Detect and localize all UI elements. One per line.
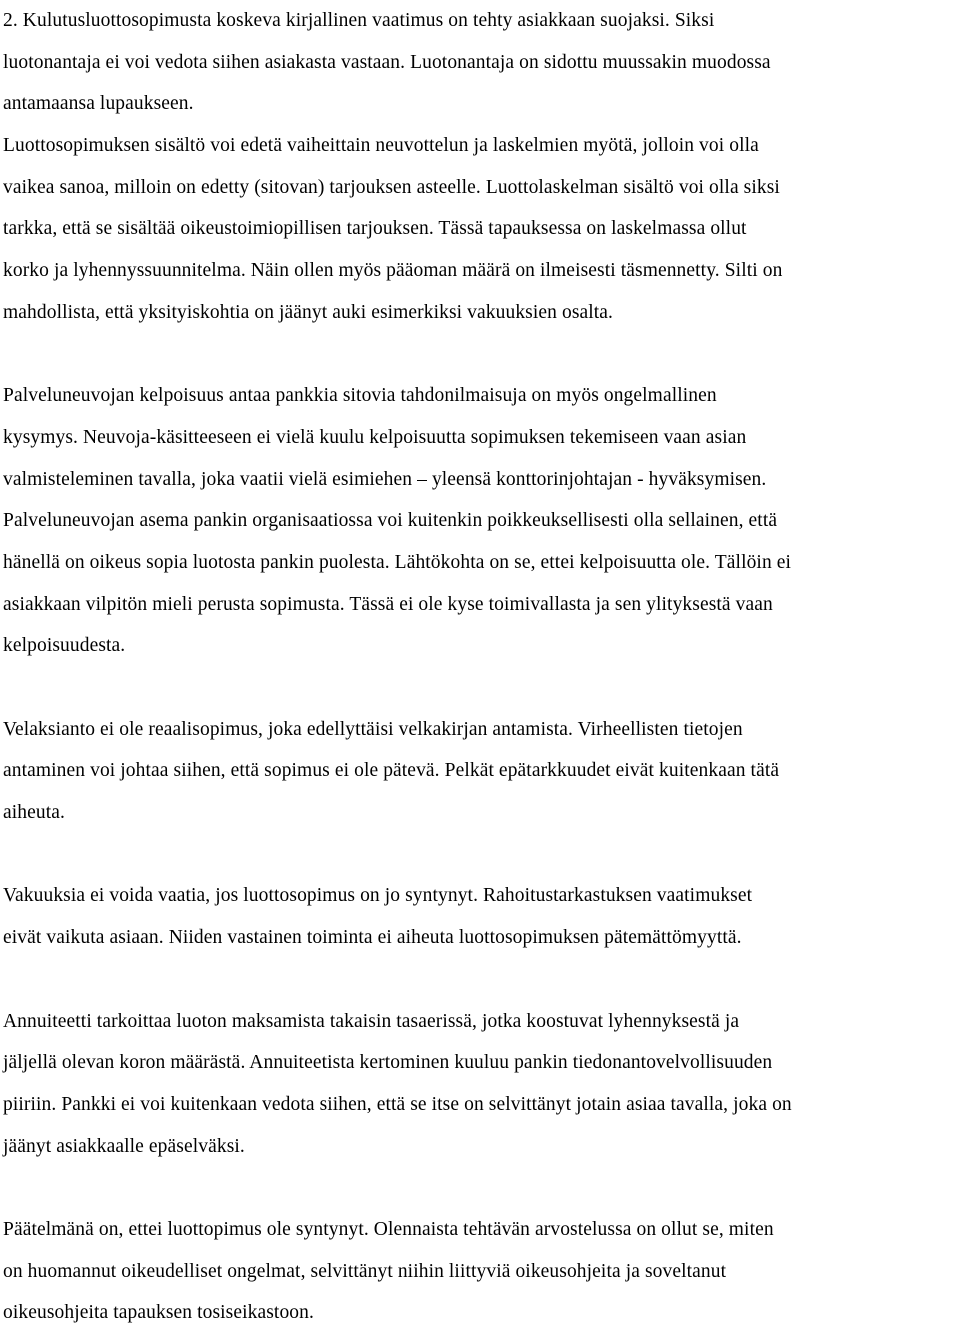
paragraph-2 (3, 125, 958, 333)
text-line: aiheuta. (3, 802, 65, 824)
text-line: Luottosopimuksen sisältö voi edetä vaiheittain neuvottelun ja laskelmien myötä, jolloin voi olla (3, 135, 759, 157)
text-line: hänellä on oikeus sopia luotosta pankin puolesta. Lähtökohta on se, ettei kelpoisuutta ole. Tällöin ei (3, 551, 792, 573)
paragraph-1 (3, 0, 958, 125)
paragraph-spacer (3, 334, 958, 376)
text-line: oikeusohjeita tapauksen tosiseikastoon. (3, 1302, 314, 1324)
paragraph-7 (3, 1209, 958, 1334)
text-line: antaminen voi johtaa siihen, että sopimus ei ole pätevä. Pelkät epätarkkuudet eivät kuitenkaan tätä (3, 760, 780, 782)
text-line: Vakuuksia ei voida vaatia, jos luottosopimus on jo syntynyt. Rahoitustarkastuksen vaatimukset (3, 885, 753, 907)
text-line: piiriin. Pankki ei voi kuitenkaan vedota siihen, että se itse on selvittänyt jotain asiaa tavalla, joka on (3, 1093, 792, 1115)
text-line: korko ja lyhennyssuunnitelma. Näin ollen myös pääoman määrä on ilmeisesti täsmennetty. Silti on (3, 260, 783, 282)
text-line: jäänyt asiakkaalle epäselväksi. (3, 1135, 245, 1157)
text-line: asiakkaan vilpitön mieli perusta sopimusta. Tässä ei ole kyse toimivallasta ja sen ylityksestä vaan (3, 593, 773, 615)
paragraph-spacer (3, 959, 958, 1001)
paragraph-spacer (3, 667, 958, 709)
text-line: Annuiteetti tarkoittaa luoton maksamista takaisin tasaerissä, jotka koostuvat lyhennyksestä ja (3, 1010, 740, 1032)
text-line: jäljellä olevan koron määrästä. Annuiteetista kertominen kuuluu pankin tiedonantovelvollisuuden (3, 1052, 773, 1074)
text-line: kysymys. Neuvoja-käsitteeseen ei vielä kuulu kelpoisuutta sopimuksen tekemiseen vaan asian (3, 426, 747, 448)
text-line: Velaksianto ei ole reaalisopimus, joka edellyttäisi velkakirjan antamista. Virheellisten tietojen (3, 718, 743, 740)
text-line: Palveluneuvojan asema pankin organisaatiossa voi kuitenkin poikkeuksellisesti olla sellainen, että (3, 510, 778, 532)
text-line: luotonantaja ei voi vedota siihen asiakasta vastaan. Luotonantaja on sidottu muussakin muodossa (3, 51, 771, 73)
paragraph-5 (3, 875, 958, 958)
paragraph-spacer (3, 1167, 958, 1209)
text-line: antamaansa lupaukseen. (3, 93, 194, 115)
text-line: kelpoisuudesta. (3, 635, 126, 657)
text-line: vaikea sanoa, milloin on edetty (sitovan) tarjouksen asteelle. Luottolaskelman sisältö voi olla siksi (3, 176, 780, 198)
text-line: tarkka, että se sisältää oikeustoimiopillisen tarjouksen. Tässä tapauksessa on laskelmassa ollut (3, 218, 747, 240)
paragraph-4 (3, 709, 958, 834)
text-line: Palveluneuvojan kelpoisuus antaa pankkia sitovia tahdonilmaisuja on myös ongelmallinen (3, 385, 717, 407)
paragraph-3 (3, 375, 958, 667)
text-line: eivät vaikuta asiaan. Niiden vastainen toiminta ei aiheuta luottosopimuksen pätemättömyyttä. (3, 927, 742, 949)
text-line: valmisteleminen tavalla, joka vaatii vielä esimiehen – yleensä konttorinjohtajan - hyväksymisen. (3, 468, 767, 490)
paragraph-spacer (3, 834, 958, 876)
text-line: on huomannut oikeudelliset ongelmat, selvittänyt niihin liittyviä oikeusohjeita ja soveltanut (3, 1260, 727, 1282)
text-line: 2. Kulutusluottosopimusta koskeva kirjallinen vaatimus on tehty asiakkaan suojaksi. Siksi (3, 10, 715, 31)
document-page (3, 0, 958, 1334)
text-line: Päätelmänä on, ettei luottopimus ole syntynyt. Olennaista tehtävän arvostelussa on ollut se, miten (3, 1218, 774, 1240)
text-line: mahdollista, että yksityiskohtia on jäänyt auki esimerkiksi vakuuksien osalta. (3, 301, 614, 323)
paragraph-6 (3, 1001, 958, 1168)
